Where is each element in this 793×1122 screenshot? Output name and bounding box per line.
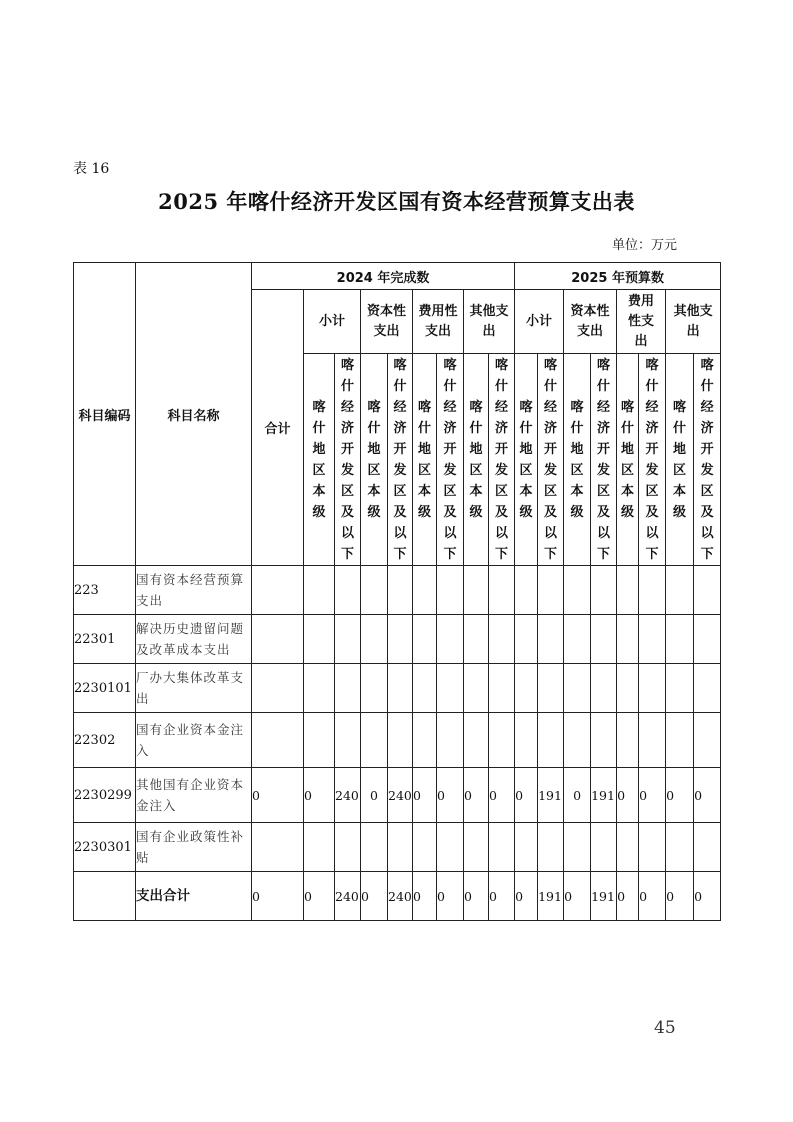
table-row bbox=[74, 768, 721, 823]
row-value bbox=[413, 566, 437, 615]
row-value: 0 bbox=[304, 768, 335, 823]
row-value: 0 bbox=[464, 872, 489, 921]
header-group-2025-other: 其他支出 bbox=[666, 290, 721, 354]
row-value: 0 bbox=[489, 872, 515, 921]
header-sub-dev-zone: 喀什经济开发区及以下 bbox=[335, 354, 361, 566]
row-value bbox=[464, 664, 489, 713]
row-value bbox=[591, 566, 617, 615]
row-value: 0 bbox=[639, 872, 666, 921]
row-value bbox=[464, 823, 489, 872]
row-value bbox=[538, 823, 564, 872]
row-value: 240 bbox=[388, 768, 413, 823]
row-value bbox=[335, 566, 361, 615]
row-value bbox=[252, 566, 304, 615]
header-group-2024-expense: 费用性支出 bbox=[413, 290, 464, 354]
row-value bbox=[304, 823, 335, 872]
row-value bbox=[639, 566, 666, 615]
row-value bbox=[666, 823, 694, 872]
header-sub-local: 喀什地区本级 bbox=[464, 354, 489, 566]
row-value bbox=[538, 566, 564, 615]
row-code: 223 bbox=[74, 566, 136, 615]
row-value bbox=[437, 713, 464, 768]
row-value bbox=[304, 615, 335, 664]
header-sub-dev-zone: 喀什经济开发区及以下 bbox=[591, 354, 617, 566]
row-value bbox=[335, 664, 361, 713]
header-sub-local: 喀什地区本级 bbox=[617, 354, 639, 566]
row-value bbox=[335, 823, 361, 872]
row-value bbox=[361, 615, 388, 664]
row-value bbox=[538, 713, 564, 768]
header-sub-dev-zone: 喀什经济开发区及以下 bbox=[694, 354, 721, 566]
row-value bbox=[694, 615, 721, 664]
row-value bbox=[489, 664, 515, 713]
row-value: 0 bbox=[252, 768, 304, 823]
row-code bbox=[74, 872, 136, 921]
row-value: 0 bbox=[515, 768, 538, 823]
row-value bbox=[564, 615, 591, 664]
row-value: 0 bbox=[639, 768, 666, 823]
row-value bbox=[252, 823, 304, 872]
row-value: 0 bbox=[694, 768, 721, 823]
row-value: 191 bbox=[538, 872, 564, 921]
row-value: 191 bbox=[591, 768, 617, 823]
row-value bbox=[304, 664, 335, 713]
header-sub-local: 喀什地区本级 bbox=[666, 354, 694, 566]
row-value bbox=[335, 713, 361, 768]
budget-expenditure-table bbox=[73, 262, 721, 921]
header-sub-local: 喀什地区本级 bbox=[361, 354, 388, 566]
row-name: 支出合计 bbox=[136, 872, 252, 921]
row-value bbox=[437, 823, 464, 872]
header-sub-local: 喀什地区本级 bbox=[304, 354, 335, 566]
header-group-2025-capital: 资本性支出 bbox=[564, 290, 617, 354]
row-value bbox=[564, 664, 591, 713]
table-body bbox=[74, 566, 721, 921]
table-number-label: 表 16 bbox=[73, 161, 110, 177]
header-sub-dev-zone: 喀什经济开发区及以下 bbox=[489, 354, 515, 566]
row-value bbox=[591, 823, 617, 872]
row-name: 国有企业资本金注入 bbox=[136, 713, 252, 768]
row-value bbox=[388, 713, 413, 768]
row-code: 22302 bbox=[74, 713, 136, 768]
row-value bbox=[437, 615, 464, 664]
row-value: 0 bbox=[666, 768, 694, 823]
row-value bbox=[388, 664, 413, 713]
row-value: 0 bbox=[489, 768, 515, 823]
row-value bbox=[388, 566, 413, 615]
table-row bbox=[74, 566, 721, 615]
row-value bbox=[639, 823, 666, 872]
row-name: 国有企业政策性补贴 bbox=[136, 823, 252, 872]
row-value bbox=[413, 713, 437, 768]
row-value: 0 bbox=[666, 872, 694, 921]
row-value bbox=[515, 566, 538, 615]
row-value bbox=[335, 615, 361, 664]
row-value bbox=[413, 615, 437, 664]
header-group-2024-other: 其他支出 bbox=[464, 290, 515, 354]
row-value: 0 bbox=[437, 768, 464, 823]
row-value bbox=[564, 566, 591, 615]
row-value: 0 bbox=[617, 872, 639, 921]
row-value bbox=[489, 566, 515, 615]
row-value bbox=[617, 615, 639, 664]
page-title: 2025 年喀什经济开发区国有资本经营预算支出表 bbox=[158, 189, 635, 214]
row-value: 240 bbox=[335, 768, 361, 823]
row-value: 0 bbox=[437, 872, 464, 921]
row-value bbox=[617, 823, 639, 872]
header-sub-dev-zone: 喀什经济开发区及以下 bbox=[639, 354, 666, 566]
header-year-2025: 2025 年预算数 bbox=[515, 263, 721, 290]
row-code: 22301 bbox=[74, 615, 136, 664]
row-value bbox=[591, 713, 617, 768]
row-value bbox=[639, 713, 666, 768]
row-code: 2230301 bbox=[74, 823, 136, 872]
row-value bbox=[361, 664, 388, 713]
table-row bbox=[74, 713, 721, 768]
row-value bbox=[617, 566, 639, 615]
row-value bbox=[591, 664, 617, 713]
row-value bbox=[304, 566, 335, 615]
header-code: 科目编码 bbox=[74, 263, 136, 566]
row-value bbox=[388, 615, 413, 664]
header-group-2024-subtotal: 小计 bbox=[304, 290, 361, 354]
row-name: 厂办大集体改革支出 bbox=[136, 664, 252, 713]
row-value bbox=[515, 823, 538, 872]
row-value bbox=[515, 664, 538, 713]
row-value bbox=[538, 615, 564, 664]
row-value bbox=[639, 664, 666, 713]
row-value bbox=[489, 713, 515, 768]
row-value: 0 bbox=[515, 872, 538, 921]
header-sub-local: 喀什地区本级 bbox=[515, 354, 538, 566]
header-sub-dev-zone: 喀什经济开发区及以下 bbox=[538, 354, 564, 566]
row-value: 240 bbox=[388, 872, 413, 921]
row-value bbox=[413, 664, 437, 713]
row-code: 2230101 bbox=[74, 664, 136, 713]
row-value bbox=[252, 615, 304, 664]
row-value bbox=[538, 664, 564, 713]
table-header bbox=[74, 263, 721, 566]
row-value bbox=[489, 615, 515, 664]
row-value bbox=[489, 823, 515, 872]
row-value bbox=[694, 566, 721, 615]
header-sub-dev-zone: 喀什经济开发区及以下 bbox=[437, 354, 464, 566]
row-value bbox=[361, 713, 388, 768]
row-value bbox=[617, 664, 639, 713]
row-value: 0 bbox=[694, 872, 721, 921]
row-value: 0 bbox=[252, 872, 304, 921]
header-group-2025-expense: 费用性支出 bbox=[617, 290, 666, 354]
row-value: 0 bbox=[413, 768, 437, 823]
row-name: 解决历史遗留问题及改革成本支出 bbox=[136, 615, 252, 664]
header-sub-dev-zone: 喀什经济开发区及以下 bbox=[388, 354, 413, 566]
row-value bbox=[666, 566, 694, 615]
row-name: 其他国有企业资本金注入 bbox=[136, 768, 252, 823]
row-value bbox=[694, 664, 721, 713]
row-value bbox=[639, 615, 666, 664]
header-sub-local: 喀什地区本级 bbox=[564, 354, 591, 566]
row-value bbox=[388, 823, 413, 872]
row-value bbox=[591, 615, 617, 664]
row-value bbox=[437, 566, 464, 615]
table-row bbox=[74, 664, 721, 713]
header-total-2024: 合计 bbox=[252, 290, 304, 566]
row-value bbox=[361, 566, 388, 615]
row-value bbox=[694, 823, 721, 872]
row-value: 0 bbox=[304, 872, 335, 921]
row-value: 0 bbox=[564, 768, 591, 823]
row-value bbox=[464, 566, 489, 615]
table-row bbox=[74, 872, 721, 921]
row-value: 191 bbox=[591, 872, 617, 921]
row-value bbox=[666, 664, 694, 713]
row-value: 0 bbox=[564, 872, 591, 921]
row-value bbox=[694, 713, 721, 768]
row-value bbox=[252, 664, 304, 713]
row-value bbox=[464, 615, 489, 664]
row-value bbox=[515, 713, 538, 768]
row-value: 240 bbox=[335, 872, 361, 921]
unit-label: 单位：万元 bbox=[612, 238, 678, 253]
header-year-2024: 2024 年完成数 bbox=[252, 263, 515, 290]
row-value bbox=[304, 713, 335, 768]
row-value: 0 bbox=[361, 768, 388, 823]
row-value: 0 bbox=[617, 768, 639, 823]
row-value bbox=[413, 823, 437, 872]
row-value bbox=[252, 713, 304, 768]
header-name: 科目名称 bbox=[136, 263, 252, 566]
row-value bbox=[437, 664, 464, 713]
row-value bbox=[515, 615, 538, 664]
row-value bbox=[564, 823, 591, 872]
row-name: 国有资本经营预算支出 bbox=[136, 566, 252, 615]
row-value: 191 bbox=[538, 768, 564, 823]
table-row bbox=[74, 823, 721, 872]
header-sub-local: 喀什地区本级 bbox=[413, 354, 437, 566]
row-value: 0 bbox=[361, 872, 388, 921]
row-value bbox=[666, 615, 694, 664]
header-group-2025-subtotal: 小计 bbox=[515, 290, 564, 354]
row-value: 0 bbox=[413, 872, 437, 921]
row-value bbox=[361, 823, 388, 872]
row-value bbox=[564, 713, 591, 768]
page-number: 45 bbox=[654, 1018, 676, 1038]
row-code: 2230299 bbox=[74, 768, 136, 823]
table-row bbox=[74, 615, 721, 664]
header-group-2024-capital: 资本性支出 bbox=[361, 290, 413, 354]
row-value: 0 bbox=[464, 768, 489, 823]
row-value bbox=[464, 713, 489, 768]
row-value bbox=[666, 713, 694, 768]
row-value bbox=[617, 713, 639, 768]
